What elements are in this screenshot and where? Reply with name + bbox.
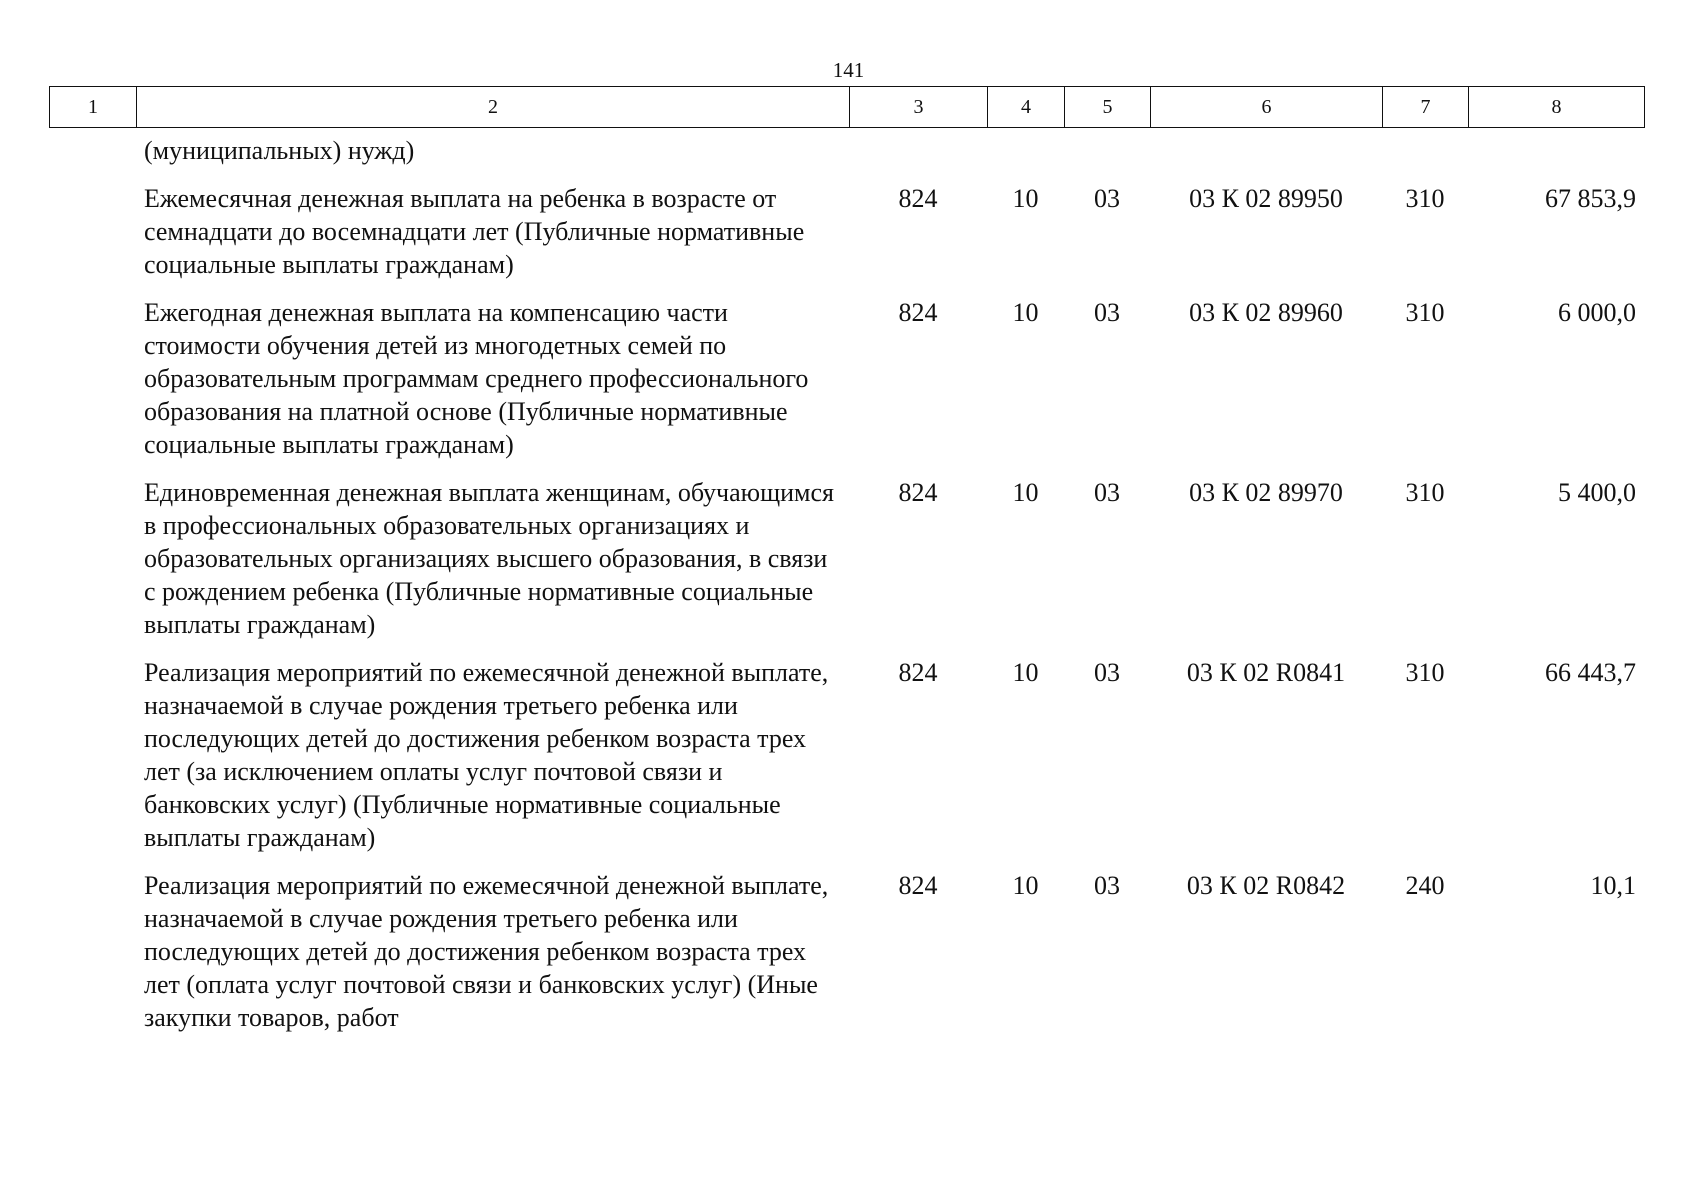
row-description: Единовременная денежная выплата женщинам, обучающимся в профессиональных образовательных организациях и образовательных организациях высшего образования, в связи с рождением ребенка (Публичные нормативные социальные выплаты гражданам)	[144, 478, 834, 639]
continuation-row	[49, 134, 1644, 182]
row-description: Реализация мероприятий по ежемесячной денежной выплате, назначаемой в случае рождения третьего ребенка или последующих детей до достижения ребенком возраста трех лет (за исключением оплаты услуг почтовой связи и банковских услуг) (Публичные нормативные социальные выплаты гражданам)	[144, 658, 829, 852]
row-c6: 03 К 02 R0842	[1186, 871, 1346, 900]
column-header-table	[49, 86, 1645, 128]
budget-table	[49, 134, 1644, 1049]
continuation-text: (муниципальных) нужд)	[144, 136, 415, 165]
table-row	[49, 476, 1644, 656]
column-header-2: 2	[137, 87, 850, 128]
row-c3: 824	[898, 478, 938, 507]
column-header-3: 3	[850, 87, 988, 128]
row-c5: 03	[1094, 184, 1120, 213]
row-c8: 10,1	[1590, 871, 1636, 900]
page-number: 141	[832, 58, 865, 82]
column-header-7: 7	[1383, 87, 1469, 128]
row-description: Ежегодная денежная выплата на компенсацию части стоимости обучения детей из многодетных семей по образовательным программам среднего профессионального образования на платной основе (Публичные нормативные социальные выплаты гражданам)	[144, 298, 809, 459]
row-c3: 824	[898, 871, 938, 900]
row-c5: 03	[1094, 478, 1120, 507]
row-c4: 10	[1012, 478, 1039, 507]
column-header-row	[50, 87, 1645, 128]
row-c4: 10	[1012, 658, 1039, 687]
table-row	[49, 656, 1644, 869]
row-c3: 824	[898, 184, 938, 213]
column-header-6: 6	[1151, 87, 1383, 128]
row-c7: 240	[1405, 871, 1445, 900]
row-c7: 310	[1405, 298, 1445, 327]
row-c8: 66 443,7	[1545, 658, 1636, 687]
table-row	[49, 296, 1644, 476]
row-description: Ежемесячная денежная выплата на ребенка в возрасте от семнадцати до восемнадцати лет (Публичные нормативные социальные выплаты гражданам)	[144, 184, 805, 279]
row-c5: 03	[1094, 871, 1120, 900]
row-c7: 310	[1405, 184, 1445, 213]
row-c6: 03 К 02 89950	[1189, 184, 1343, 213]
column-header-5: 5	[1065, 87, 1151, 128]
row-description: Реализация мероприятий по ежемесячной денежной выплате, назначаемой в случае рождения третьего ребенка или последующих детей до достижения ребенком возраста трех лет (оплата услуг почтовой связи и банковских услуг) (Иные закупки товаров, работ	[144, 871, 829, 1032]
column-header-8: 8	[1469, 87, 1645, 128]
table-row	[49, 182, 1644, 296]
column-header-4: 4	[988, 87, 1065, 128]
row-c7: 310	[1405, 658, 1445, 687]
row-c8: 5 400,0	[1558, 478, 1636, 507]
row-c5: 03	[1094, 658, 1120, 687]
table-row	[49, 869, 1644, 1049]
row-c7: 310	[1405, 478, 1445, 507]
row-c4: 10	[1012, 184, 1039, 213]
row-c3: 824	[898, 658, 938, 687]
row-c4: 10	[1012, 298, 1039, 327]
row-c5: 03	[1094, 298, 1120, 327]
row-c6: 03 К 02 89960	[1189, 298, 1343, 327]
row-c6: 03 К 02 89970	[1189, 478, 1343, 507]
row-c8: 67 853,9	[1545, 184, 1636, 213]
row-c3: 824	[898, 298, 938, 327]
row-c4: 10	[1012, 871, 1039, 900]
row-c8: 6 000,0	[1558, 298, 1636, 327]
column-header-1: 1	[50, 87, 137, 128]
row-c6: 03 К 02 R0841	[1186, 658, 1346, 687]
